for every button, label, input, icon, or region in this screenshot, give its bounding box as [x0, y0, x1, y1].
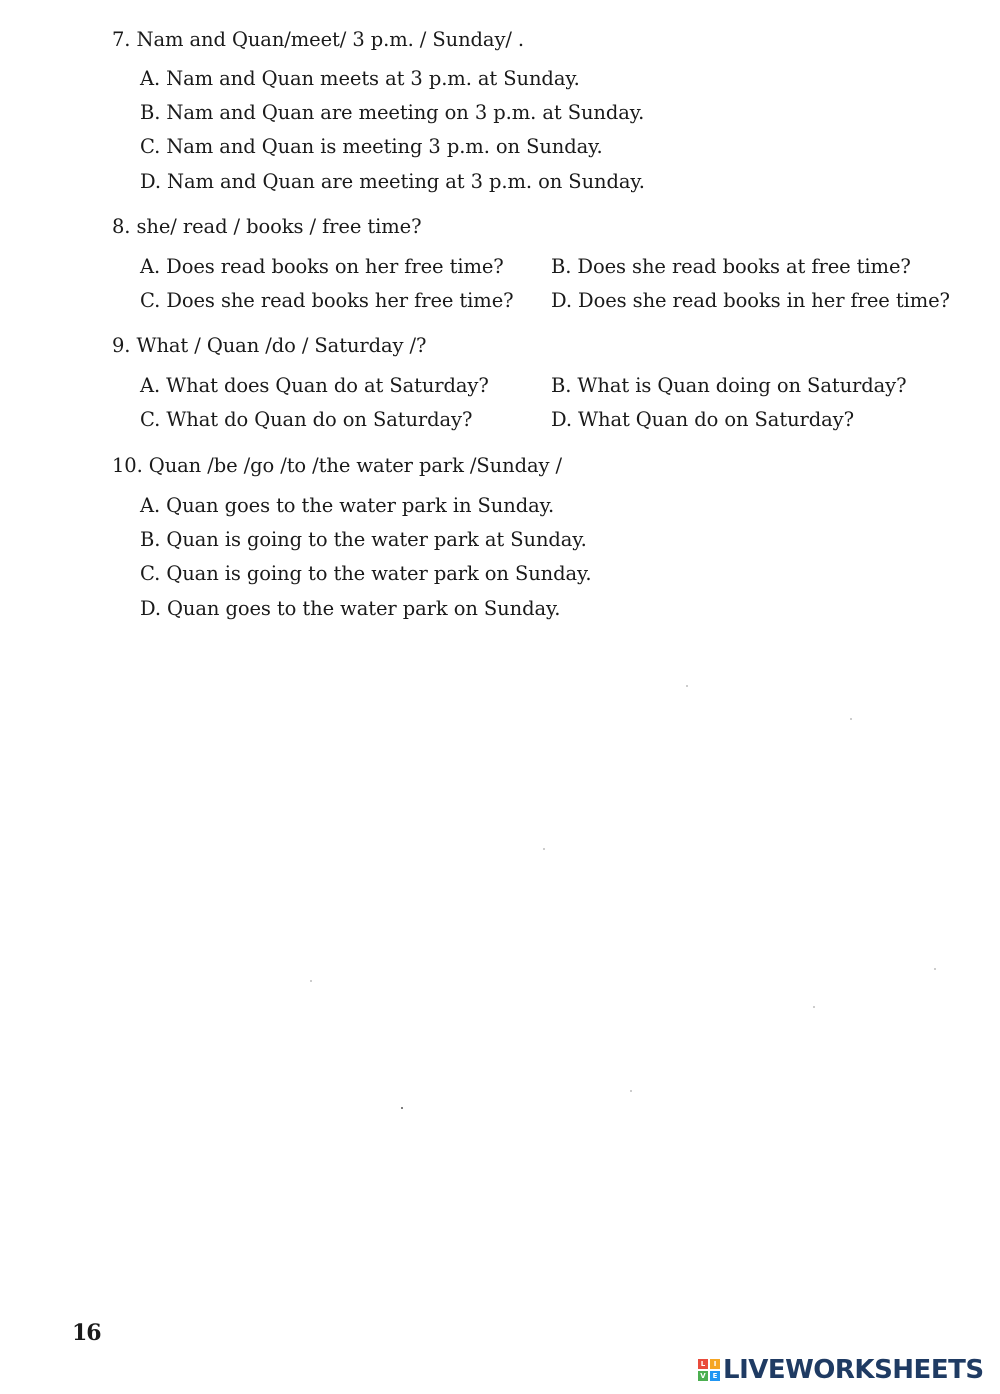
- page-number: 16: [72, 1320, 101, 1346]
- question-10-option-a: A. Quan goes to the water park in Sunday.: [140, 494, 555, 517]
- logo-tile: V: [698, 1371, 708, 1381]
- question-9-prompt: 9. What / Quan /do / Saturday /?: [112, 334, 427, 357]
- question-10-option-d: D. Quan goes to the water park on Sunday.: [140, 597, 561, 620]
- question-7-option-b: B. Nam and Quan are meeting on 3 p.m. at Sunday.: [140, 101, 645, 124]
- question-9-option-c: C. What do Quan do on Saturday?: [140, 408, 473, 431]
- question-8-option-d: D. Does she read books in her free time?: [551, 289, 950, 312]
- liveworksheets-watermark: [698, 1355, 984, 1385]
- logo-tile: L: [698, 1359, 708, 1369]
- brand-name: LIVEWORKSHEETS: [723, 1355, 984, 1385]
- question-9-option-a: A. What does Quan do at Saturday?: [140, 374, 489, 397]
- question-8-prompt: 8. she/ read / books / free time?: [112, 215, 422, 238]
- scan-speck: [630, 1090, 632, 1092]
- question-10-prompt: 10. Quan /be /go /to /the water park /Sunday /: [112, 454, 562, 477]
- scan-speck: [850, 718, 852, 720]
- question-7-prompt: 7. Nam and Quan/meet/ 3 p.m. / Sunday/ .: [112, 28, 525, 51]
- logo-tile: E: [710, 1371, 720, 1381]
- question-8-option-c: C. Does she read books her free time?: [140, 289, 514, 312]
- question-9-option-b: B. What is Quan doing on Saturday?: [551, 374, 907, 397]
- question-9-option-d: D. What Quan do on Saturday?: [551, 408, 854, 431]
- question-7-option-a: A. Nam and Quan meets at 3 p.m. at Sunday.: [140, 67, 580, 90]
- liveworksheets-logo-icon: [698, 1359, 720, 1381]
- scan-speck: [934, 968, 936, 970]
- question-8-option-a: A. Does read books on her free time?: [140, 255, 504, 278]
- question-8-option-b: B. Does she read books at free time?: [551, 255, 911, 278]
- scan-speck: [401, 1107, 403, 1109]
- question-10-option-c: C. Quan is going to the water park on Sunday.: [140, 562, 592, 585]
- scan-speck: [310, 980, 312, 982]
- scan-speck: [686, 685, 688, 687]
- question-10-option-b: B. Quan is going to the water park at Sunday.: [140, 528, 587, 551]
- question-7-option-d: D. Nam and Quan are meeting at 3 p.m. on Sunday.: [140, 170, 645, 193]
- logo-tile: I: [710, 1359, 720, 1369]
- scan-speck: [543, 848, 545, 850]
- question-7-option-c: C. Nam and Quan is meeting 3 p.m. on Sunday.: [140, 135, 603, 158]
- scan-speck: [813, 1006, 815, 1008]
